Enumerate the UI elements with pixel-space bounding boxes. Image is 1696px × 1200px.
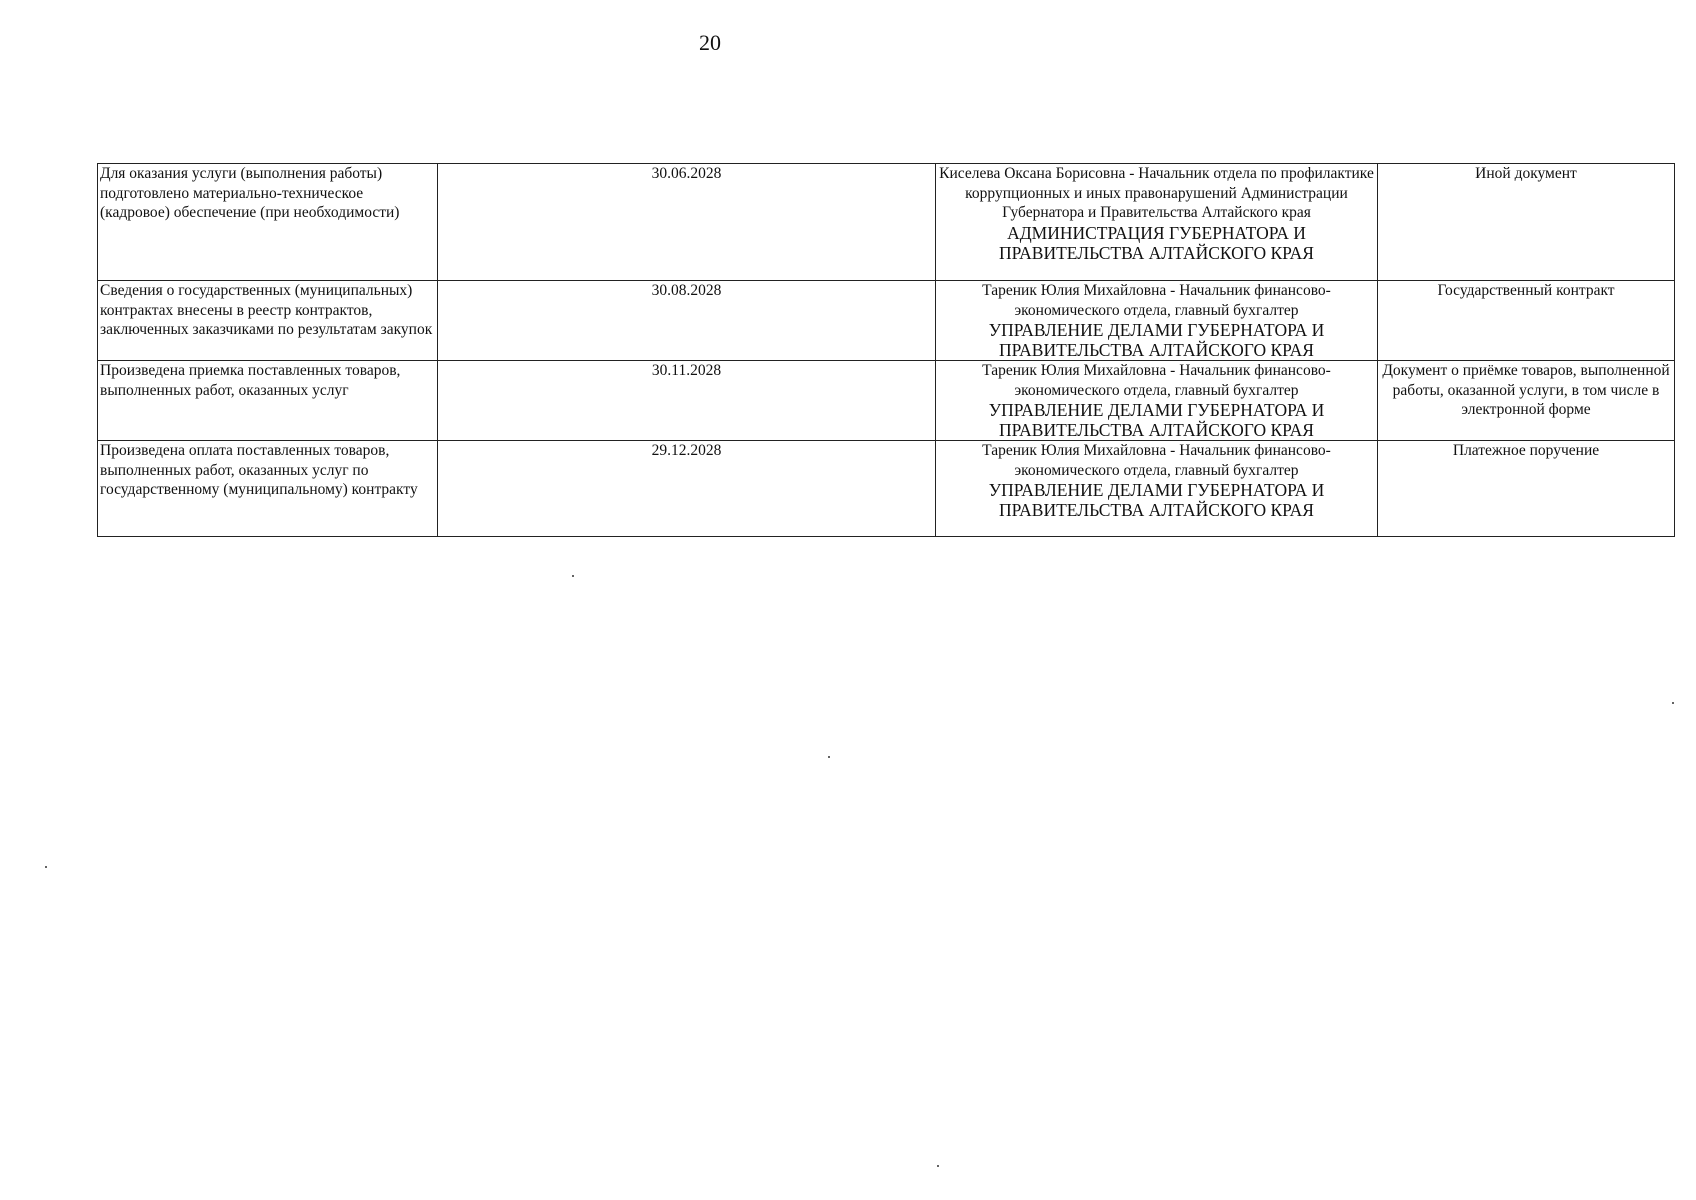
responsible-cell — [936, 441, 1378, 537]
responsible-organization: АДМИНИСТРАЦИЯ ГУБЕРНАТОРА И ПРАВИТЕЛЬСТВА АЛТАЙСКОГО КРАЯ — [999, 222, 1314, 263]
responsible-organization: УПРАВЛЕНИЕ ДЕЛАМИ ГУБЕРНАТОРА И ПРАВИТЕЛЬСТВА АЛТАЙСКОГО КРАЯ — [988, 400, 1325, 440]
scan-speck — [828, 756, 830, 758]
responsible-cell — [936, 164, 1378, 281]
responsible-cell — [936, 361, 1378, 441]
result-cell: Для оказания услуги (выполнения работы) подготовлено материально-техническое (кадровое) обеспечение (при необходимости) — [98, 164, 438, 281]
table-row — [98, 281, 1675, 361]
table-row — [98, 441, 1675, 537]
responsible-organization: УПРАВЛЕНИЕ ДЕЛАМИ ГУБЕРНАТОРА И ПРАВИТЕЛЬСТВА АЛТАЙСКОГО КРАЯ — [988, 480, 1325, 520]
date-cell: 30.08.2028 — [438, 281, 936, 361]
result-cell: Сведения о государственных (муниципальных) контрактах внесены в реестр контрактов, заключенных заказчиками по результатам закупок — [98, 281, 438, 361]
control-points-table — [97, 163, 1675, 537]
scan-speck — [1672, 702, 1674, 704]
date-cell: 30.06.2028 — [438, 164, 936, 281]
document-type-cell: Документ о приёмке товаров, выполненной работы, оказанной услуги, в том числе в электронной форме — [1378, 361, 1675, 441]
date-cell: 29.12.2028 — [438, 441, 936, 537]
date-cell: 30.11.2028 — [438, 361, 936, 441]
result-cell: Произведена оплата поставленных товаров, выполненных работ, оказанных услуг по государственному (муниципальному) контракту — [98, 441, 438, 537]
table-row — [98, 361, 1675, 441]
scan-speck — [937, 1165, 939, 1167]
responsible-organization: УПРАВЛЕНИЕ ДЕЛАМИ ГУБЕРНАТОРА И ПРАВИТЕЛЬСТВА АЛТАЙСКОГО КРАЯ — [988, 320, 1325, 360]
document-type-cell: Государственный контракт — [1378, 281, 1675, 361]
responsible-person: Тареник Юлия Михайловна - Начальник финансово-экономического отдела, главный бухгалтер — [982, 282, 1331, 319]
responsible-person: Тареник Юлия Михайловна - Начальник финансово-экономического отдела, главный бухгалтер — [982, 442, 1331, 479]
document-type-cell: Платежное поручение — [1378, 441, 1675, 537]
responsible-cell — [936, 281, 1378, 361]
responsible-person: Киселева Оксана Борисовна - Начальник отдела по профилактике коррупционных и иных правонарушений Администрации Губернатора и Правительства Алтайского края — [939, 165, 1374, 221]
result-cell: Произведена приемка поставленных товаров, выполненных работ, оказанных услуг — [98, 361, 438, 441]
document-type-cell: Иной документ — [1378, 164, 1675, 281]
page-number: 20 — [699, 30, 721, 55]
table-row — [98, 164, 1675, 281]
scan-speck — [45, 866, 47, 868]
scan-speck — [572, 575, 574, 577]
responsible-person: Тареник Юлия Михайловна - Начальник финансово-экономического отдела, главный бухгалтер — [982, 362, 1331, 399]
